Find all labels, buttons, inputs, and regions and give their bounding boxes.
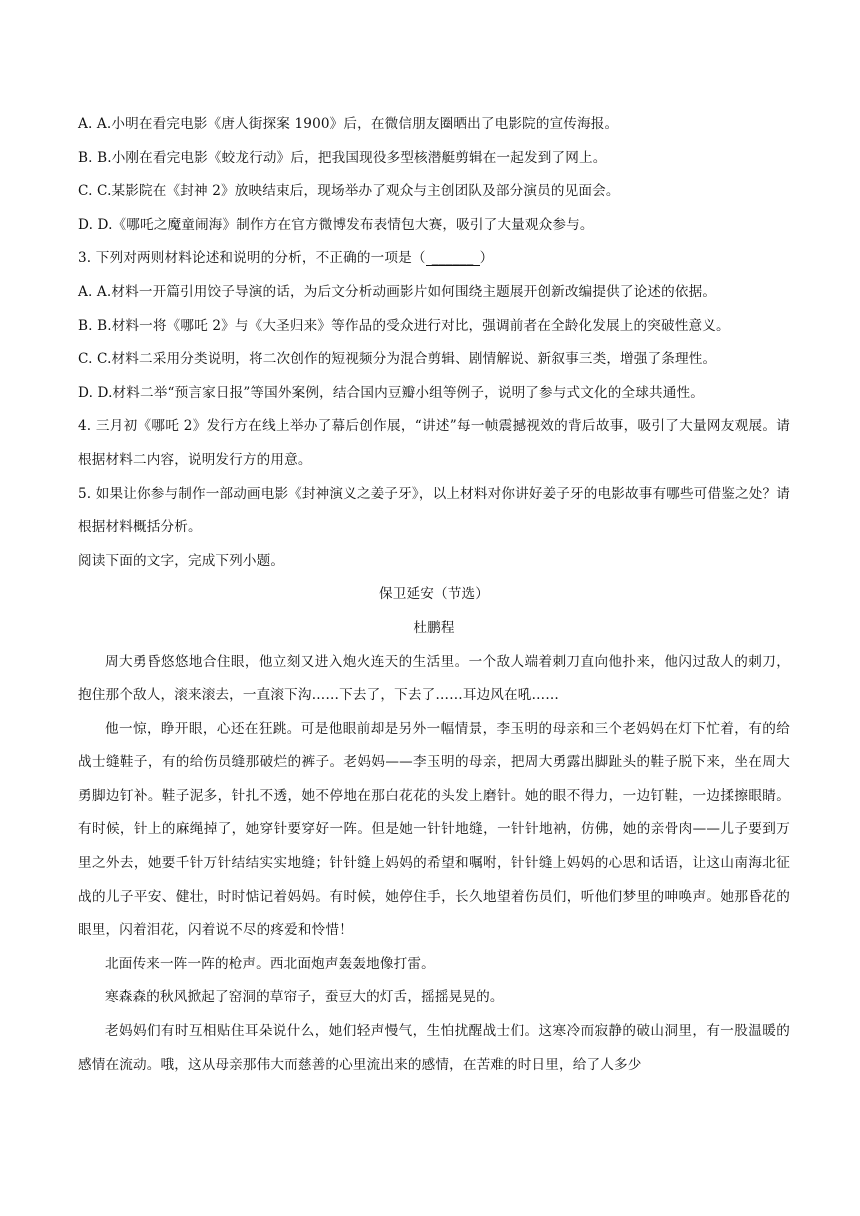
article-paragraph: 他一惊，睁开眼，心还在狂跳。可是他眼前却是另外一幅情景，李玉明的母亲和三个老妈妈在灯下忙着，有的给战士缝鞋子，有的给伤员缝那破烂的裤子。老妈妈——李玉明的母亲，把周大勇露出脚趾头的鞋子脱下来，坐在周大勇脚边钉补。鞋子泥多，针扎不透，她不停地在那白花花的头发上磨针。她的眼不得力，一边钉鞋，一边揉擦眼睛。有时候，针上的麻绳掉了，她穿针要穿好一阵。但是她一针针地缝，一针针地衲，仿佛，她的亲骨肉——儿子要到万里之外去，她要千针万针结结实实地缝；针针缝上妈妈的希望和嘱咐，针针缝上妈妈的心思和话语，让这山南海北征战的儿子平安、健壮，时时惦记着妈妈。有时候，她停住手，长久地望着伤员们，听他们梦里的呻唤声。她那昏花的眼里，闪着泪花，闪着说不尽的疼爱和怜惜！	[78, 720, 790, 939]
article-title: 保卫延安（节选）	[379, 586, 489, 603]
question-5: 5. 如果让你参与制作一部动画电影《封神演义之姜子牙》，以上材料对你讲好姜子牙的电影故事有哪些可借鉴之处？请根据材料概括分析。	[78, 485, 790, 536]
q3-stem	[78, 242, 790, 276]
article-paragraph: 北面传来一阵一阵的枪声。西北面炮声轰轰地像打雷。	[105, 955, 435, 972]
q2-option-b: B. B.小刚在看完电影《蛟龙行动》后，把我国现役多型核潜艇剪辑在一起发到了网上。	[78, 149, 607, 166]
q2-option-a: A. A.小明在看完电影《唐人街探案 1900》后，在微信朋友圈晒出了电影院的宣传海报。	[78, 116, 619, 132]
q3-option-a: A. A.材料一开篇引用饺子导演的话，为后文分析动画影片如何围绕主题展开创新改编提供了论述的依据。	[78, 283, 717, 300]
reading-instruction: 阅读下面的文字，完成下列小题。	[78, 552, 285, 569]
q3-option-b: B. B.材料一将《哪吒 2》与《大圣归来》等作品的受众进行对比，强调前者在全龄化发展上的突破性意义。	[78, 317, 730, 334]
article-author: 杜鹏程	[413, 619, 455, 636]
q3-answer-blank: ______	[426, 251, 480, 266]
q3-stem-text: 3. 下列对两则材料论述和说明的分析，不正确的一项是（	[78, 250, 426, 267]
q2-option-c: C. C.某影院在《封神 2》放映结束后，现场举办了观众与主创团队及部分演员的见面会。	[78, 183, 620, 200]
article-paragraph: 寒森森的秋风掀起了窑洞的草帘子，蚕豆大的灯舌，摇摇晃晃的。	[105, 989, 504, 1006]
article-paragraph: 周大勇昏悠悠地合住眼，他立刻又进入炮火连天的生活里。一个敌人端着刺刀直向他扑来，他闪过敌人的刺刀，抱住那个敌人，滚来滚去，一直滚下沟……下去了，下去了……耳边风在吼……	[78, 653, 790, 704]
q3-stem-close: ）	[479, 250, 494, 267]
q2-option-d: D. D.《哪吒之魔童闹海》制作方在官方微博发布表情包大赛，吸引了大量观众参与。	[78, 216, 594, 233]
article-paragraph: 老妈妈们有时互相贴住耳朵说什么，她们轻声慢气，生怕扰醒战士们。这寒冷而寂静的破山洞里，有一股温暖的感情在流动。哦，这从母亲那伟大而慈善的心里流出来的感情，在苦难的时日里，给了人多少	[78, 1023, 790, 1073]
question-4: 4. 三月初《哪吒 2》发行方在线上举办了幕后创作展，“讲述”每一帧震撼视效的背后故事，吸引了大量网友观展。请根据材料二内容，说明发行方的用意。	[78, 418, 790, 468]
q3-option-d: D. D.材料二举“预言家日报”等国外案例，结合国内豆瓣小组等例子，说明了参与式文化的全球共通性。	[78, 384, 704, 401]
q3-option-c: C. C.材料二采用分类说明，将二次创作的短视频分为混合剪辑、剧情解说、新叙事三类，增强了条理性。	[78, 351, 717, 368]
document-body	[78, 108, 790, 1082]
